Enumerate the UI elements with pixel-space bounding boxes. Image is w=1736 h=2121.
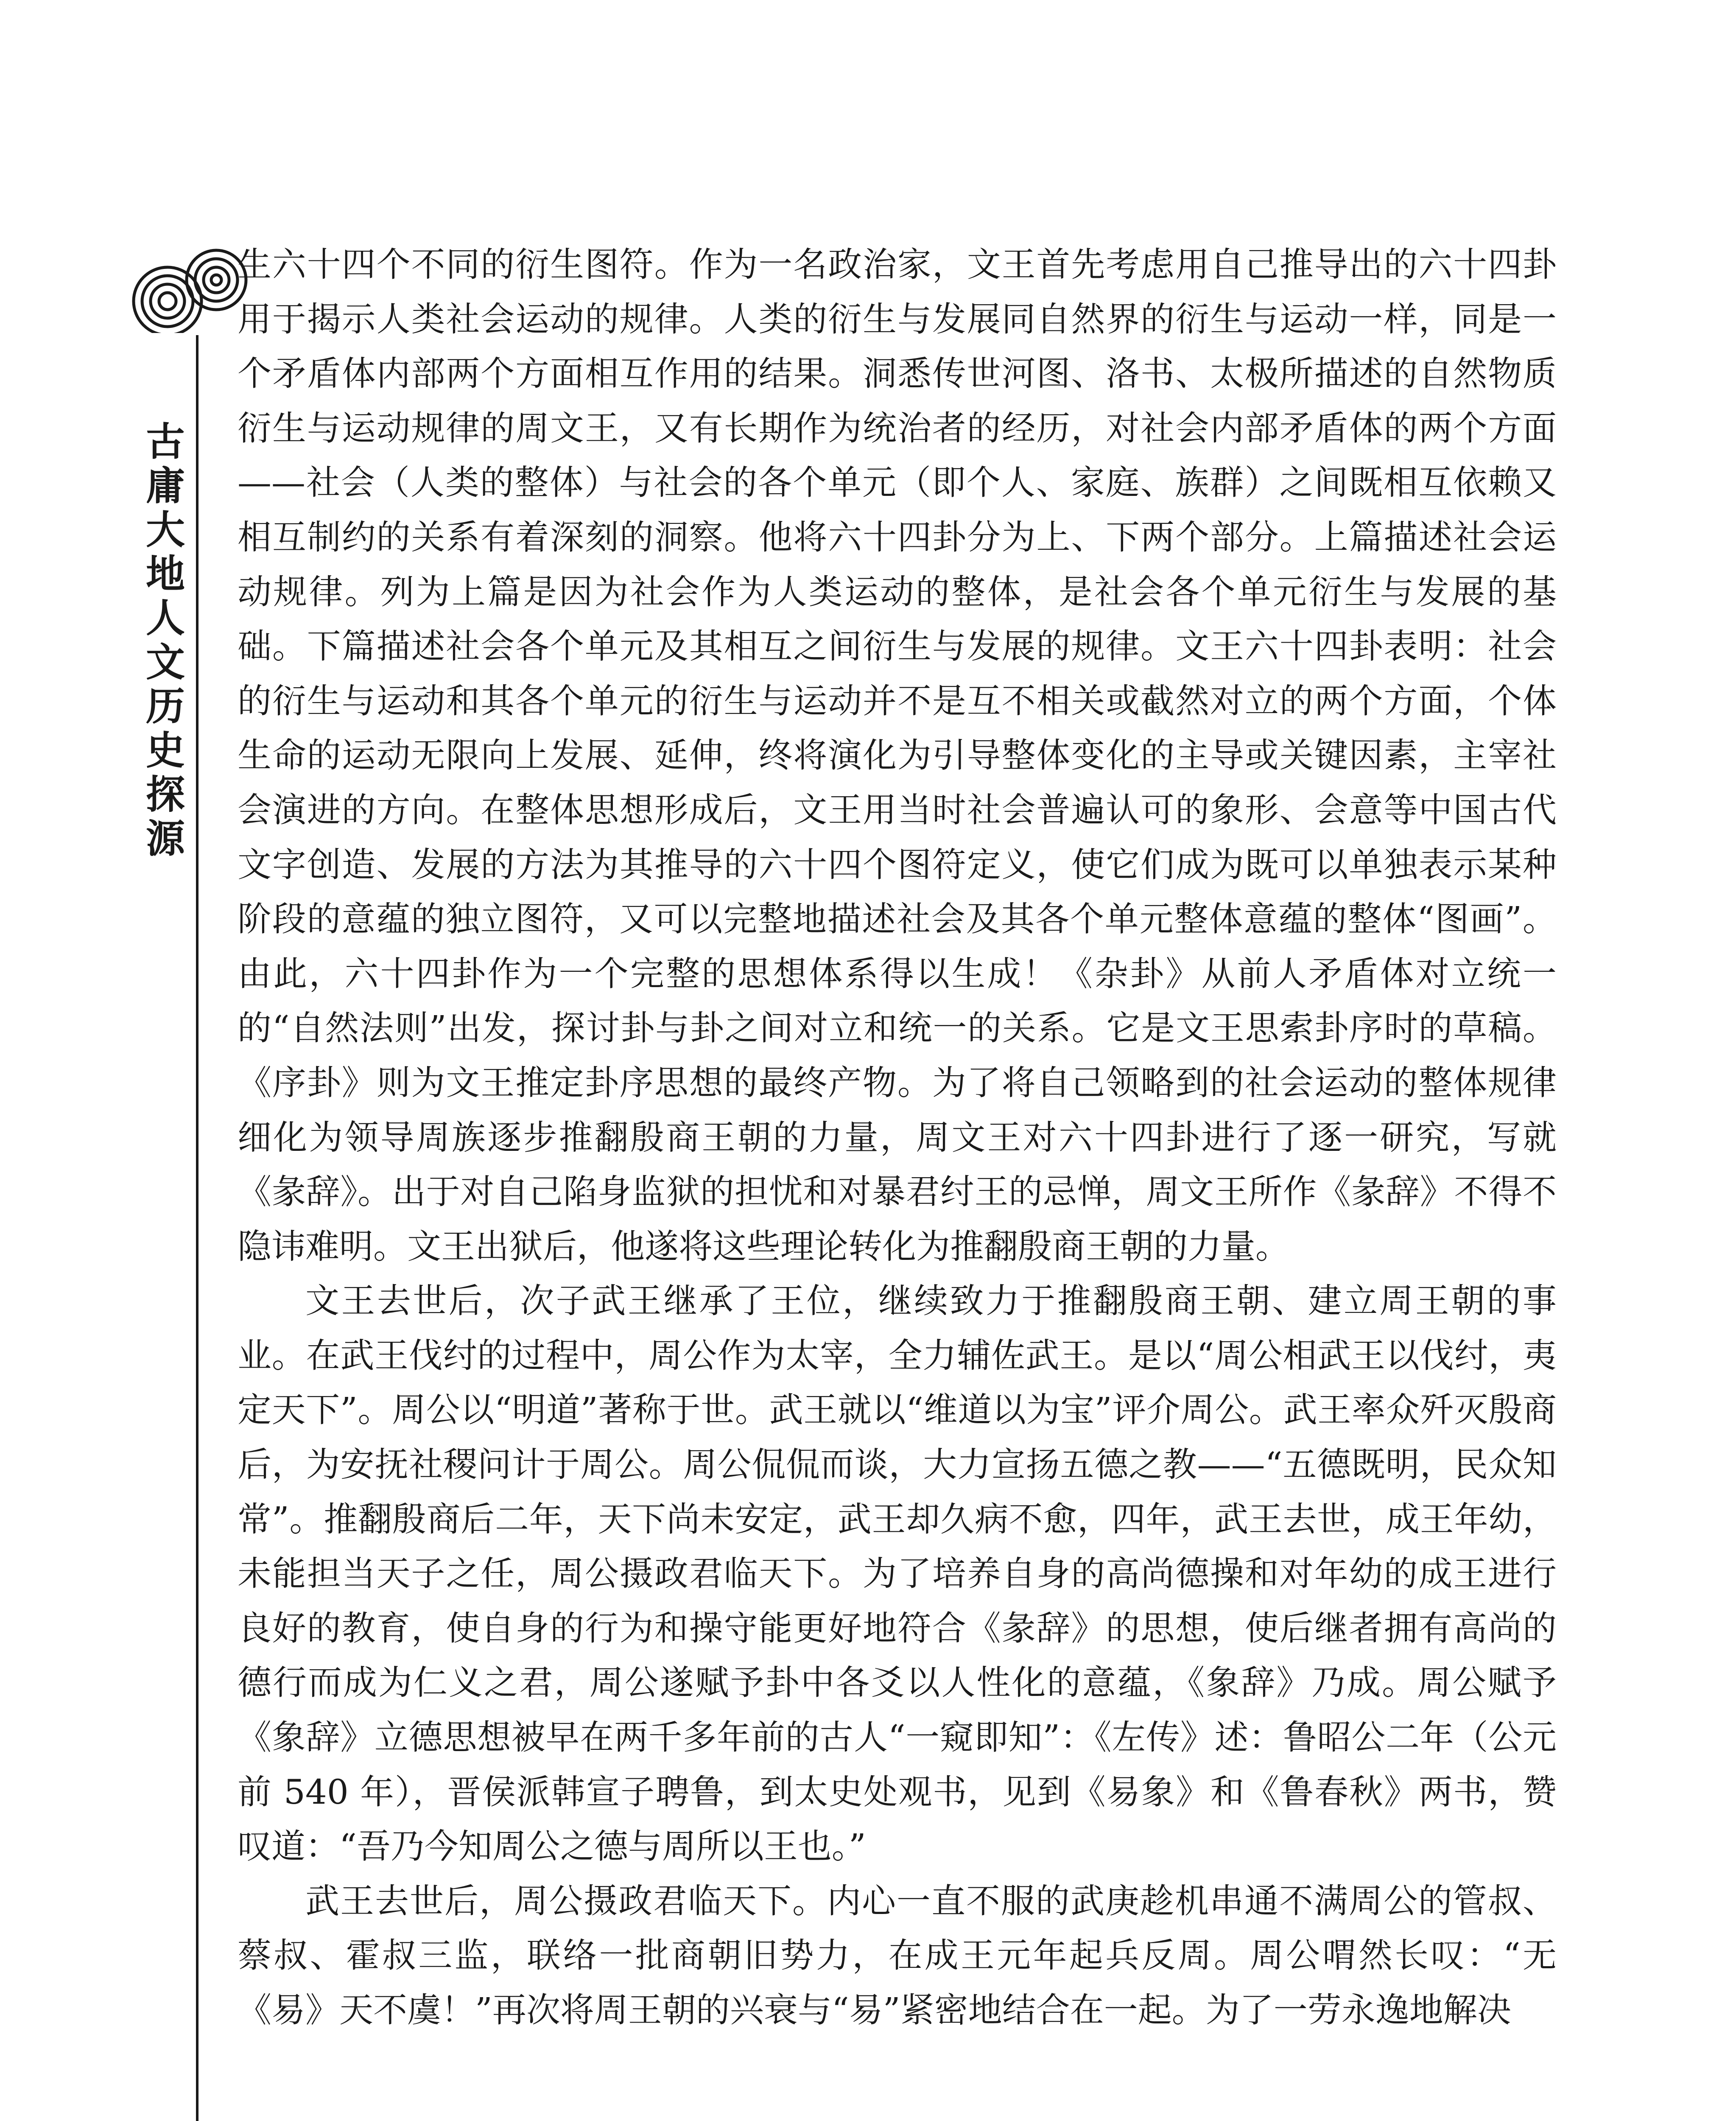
paragraph: 文王去世后，次子武王继承了王位，继续致力于推翻殷商王朝、建立周王朝的事业。在武王伐纣的过程中，周公作为太宰，全力辅佐武王。是以“周公相武王以伐纣，夷定天下”。周公以“明道”著称于世。武王就以“维道以为宝”评介周公。武王率众歼灭殷商后，为安抚社稷问计于周公。周公侃侃而谈，大力宣扬五德之教——“五德既明，民众知常”。推翻殷商后二年，天下尚未安定，武王却久病不愈，四年，武王去世，成王年幼，未能担当天子之任，周公摄政君临天下。为了培养自身的高尚德操和对年幼的成王进行良好的教育，使自身的行为和操守能更好地符合《彖辞》的思想，使后继者拥有高尚的德行而成为仁义之君，周公遂赋予卦中各爻以人性化的意蕴，《象辞》乃成。周公赋予《象辞》立德思想被早在两千多年前的古人“一窥即知”：《左传》述：鲁昭公二年（公元前 540 年），晋侯派韩宣子聘鲁，到太史处观书，见到《易象》和《鲁春秋》两书，赞叹道：“吾乃今知周公之德与周所以王也。” <box>238 1281 1557 1866</box>
running-title-char: 大 <box>145 507 185 553</box>
running-title-char: 源 <box>145 816 185 862</box>
running-title-char: 文 <box>145 640 185 685</box>
paragraph: 武王去世后，周公摄政君临天下。内心一直不服的武庚趁机串通不满周公的管叔、蔡叔、霍叔三监，联络一批商朝旧势力，在成王元年起兵反周。周公喟然长叹：“无《易》天不虞！”再次将周王朝的兴衰与“易”紧密地结合在一起。为了一劳永逸地解决 <box>238 1881 1557 2030</box>
running-title-char: 古 <box>145 419 185 464</box>
running-title-char: 庸 <box>145 463 185 509</box>
running-title-char: 探 <box>145 772 185 817</box>
running-title <box>138 420 193 861</box>
body-text <box>238 238 1557 2038</box>
paragraph: 生六十四个不同的衍生图符。作为一名政治家，文王首先考虑用自己推导出的六十四卦用于揭示人类社会运动的规律。人类的衍生与发展同自然界的衍生与运动一样，同是一个矛盾体内部两个方面相互作用的结果。洞悉传世河图、洛书、太极所描述的自然物质衍生与运动规律的周文王，又有长期作为统治者的经历，对社会内部矛盾体的两个方面——社会（人类的整体）与社会的各个单元（即个人、家庭、族群）之间既相互依赖又相互制约的关系有着深刻的洞察。他将六十四卦分为上、下两个部分。上篇描述社会运动规律。列为上篇是因为社会作为人类运动的整体，是社会各个单元衍生与发展的基础。下篇描述社会各个单元及其相互之间衍生与发展的规律。文王六十四卦表明：社会的衍生与运动和其各个单元的衍生与运动并不是互不相关或截然对立的两个方面，个体生命的运动无限向上发展、延伸，终将演化为引导整体变化的主导或关键因素，主宰社会演进的方向。在整体思想形成后，文王用当时社会普遍认可的象形、会意等中国古代文字创造、发展的方法为其推导的六十四个图符定义，使它们成为既可以单独表示某种阶段的意蕴的独立图符，又可以完整地描述社会及其各个单元整体意蕴的整体“图画”。由此，六十四卦作为一个完整的思想体系得以生成！《杂卦》从前人矛盾体对立统一的“自然法则”出发，探讨卦与卦之间对立和统一的关系。它是文王思索卦序时的草稿。《序卦》则为文王推定卦序思想的最终产物。为了将自己领略到的社会运动的整体规律细化为领导周族逐步推翻殷商王朝的力量，周文王对六十四卦进行了逐一研究，写就《彖辞》。出于对自己陷身监狱的担忧和对暴君纣王的忌惮，周文王所作《彖辞》不得不隐讳难明。文王出狱后，他遂将这些理论转化为推翻殷商王朝的力量。 <box>238 245 1557 1266</box>
running-title-char: 史 <box>145 728 185 773</box>
running-title-char: 人 <box>145 596 185 641</box>
margin-rule <box>196 335 198 2121</box>
running-title-char: 历 <box>145 684 185 729</box>
running-title-char: 地 <box>145 551 185 597</box>
